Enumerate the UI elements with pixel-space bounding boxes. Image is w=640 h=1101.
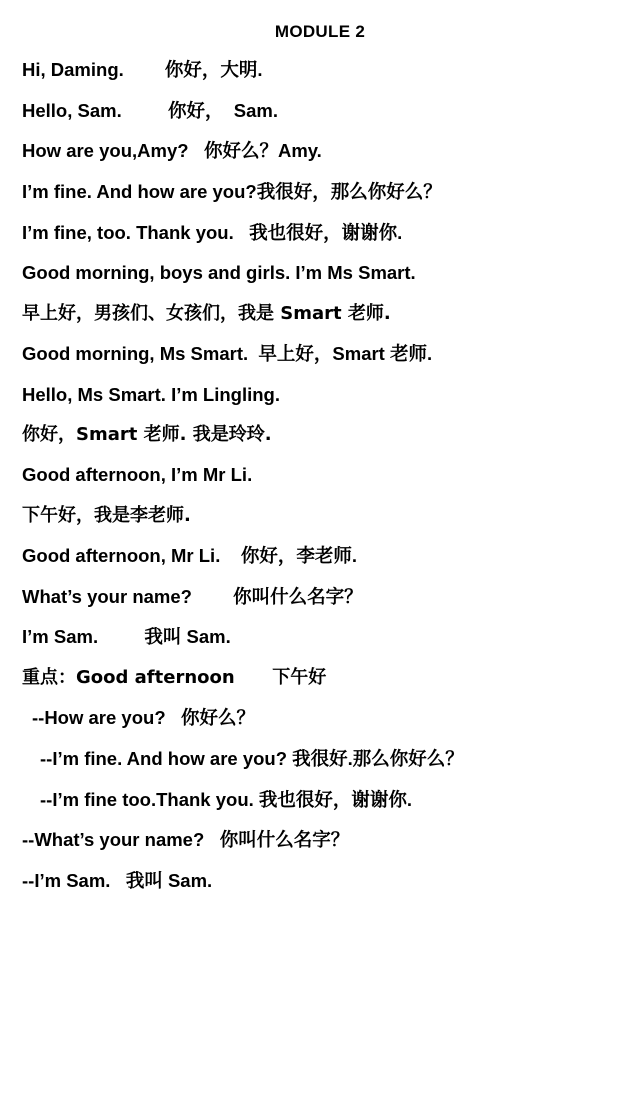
- text-line: I’m Sam. 我叫 Sam.: [22, 626, 231, 648]
- text-line: How are you,Amy? 你好么？Amy.: [22, 140, 322, 162]
- text-line: --What’s your name? 你叫什么名字？: [22, 829, 350, 851]
- text-line: I’m fine. And how are you?我很好，那么你好么？: [22, 181, 442, 203]
- text-line: 你好，Smart 老师. 我是玲玲.: [22, 424, 272, 446]
- page-title: MODULE 2: [274, 22, 366, 41]
- text-line: 下午好，我是李老师.: [22, 505, 191, 527]
- text-line: Hi, Daming. 你好，大明.: [22, 59, 263, 80]
- text-line: Good afternoon, Mr Li. 你好，李老师.: [22, 545, 358, 567]
- text-line: I’m fine, too. Thank you. 我也很好，谢谢你.: [22, 221, 403, 243]
- text-line: 早上好，男孩们、女孩们，我是 Smart 老师.: [22, 303, 391, 325]
- dialogue-list: [22, 58, 618, 893]
- text-line: Good morning, boys and girls. I’m Ms Smart.: [22, 262, 416, 284]
- text-line: --I’m Sam. 我叫 Sam.: [22, 869, 213, 891]
- text-line: Hello, Ms Smart. I’m Lingling.: [22, 383, 280, 405]
- text-line: --I’m fine too.Thank you. 我也很好，谢谢你.: [40, 788, 413, 810]
- text-line: --How are you? 你好么？: [32, 707, 256, 729]
- text-line-key-point: 重点：Good afternoon 下午好: [22, 667, 327, 689]
- text-line: Hello, Sam. 你好， Sam.: [22, 99, 278, 121]
- text-line: What’s your name? 你叫什么名字？: [22, 585, 363, 607]
- text-line: --I’m fine. And how are you? 我很好.那么你好么？: [40, 747, 464, 769]
- text-line: Good afternoon, I’m Mr Li.: [22, 464, 253, 486]
- text-line: Good morning, Ms Smart. 早上好，Smart 老师.: [22, 343, 433, 365]
